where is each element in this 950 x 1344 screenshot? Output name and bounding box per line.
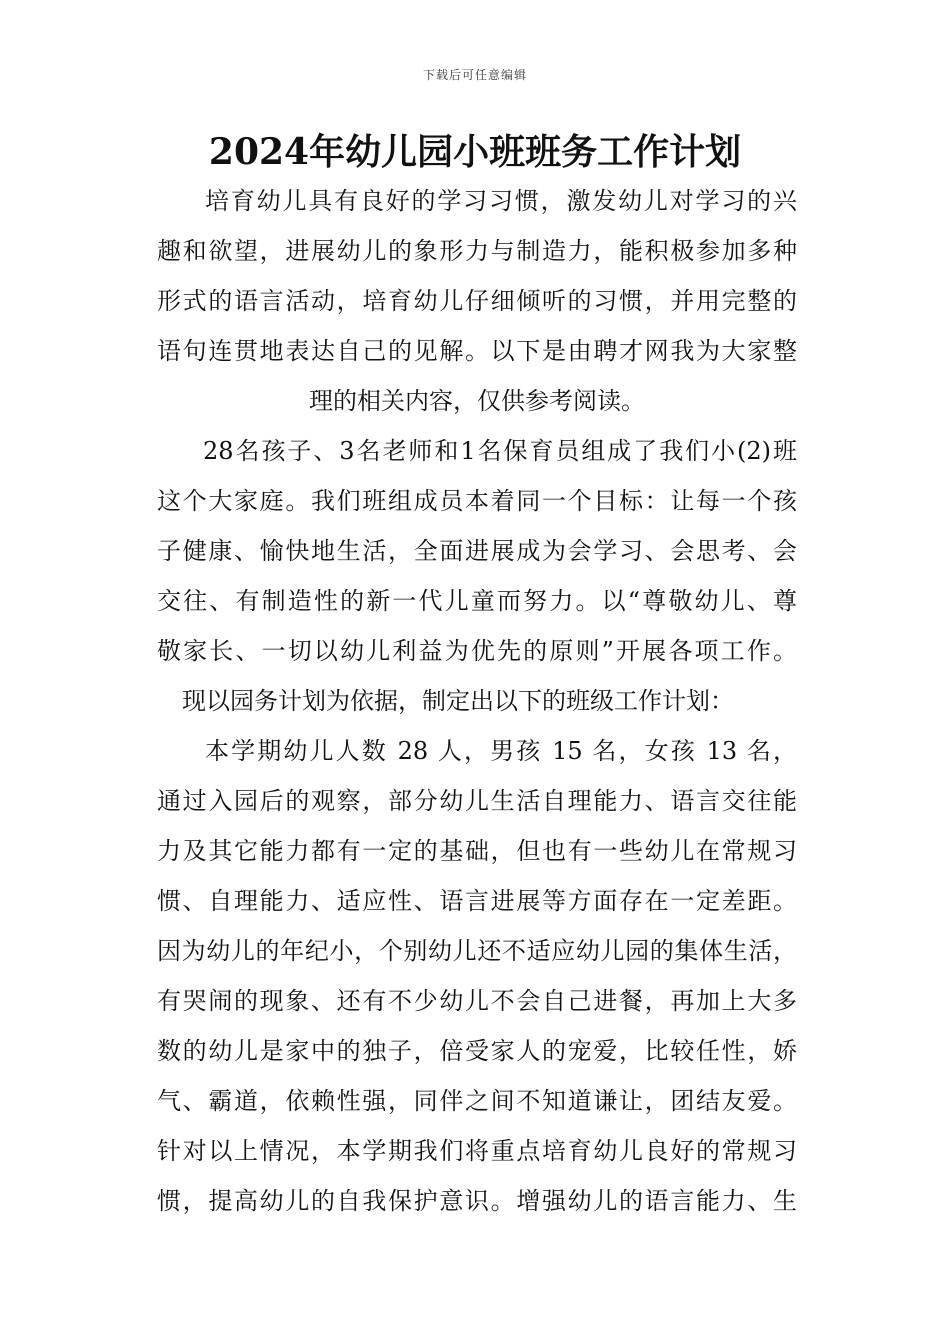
paragraph-line: 形式的语言活动，培育幼儿仔细倾听的习惯，并用完整的	[157, 287, 797, 315]
paragraph-line: 气、霸道，依赖性强，同伴之间不知道谦让，团结友爱。	[157, 1087, 797, 1115]
paragraph-line: 本学期幼儿人数 28 人，男孩 15 名，女孩 13 名，	[205, 737, 797, 765]
paragraph-line: 通过入园后的观察，部分幼儿生活自理能力、语言交往能	[157, 787, 797, 815]
paragraph-line: 有哭闹的现象、还有不少幼儿不会自己进餐，再加上大多	[157, 987, 797, 1015]
paragraph-line: 力及其它能力都有一定的基础，但也有一些幼儿在常规习	[157, 837, 797, 865]
paragraph-line: 趣和欲望，进展幼儿的象形力与制造力，能积极参加多种	[157, 237, 797, 265]
header-note: 下载后可任意编辑	[422, 68, 527, 82]
document-body	[157, 176, 797, 1226]
paragraph-line: 敬家长、一切以幼儿利益为优先的原则”开展各项工作。	[157, 637, 797, 665]
paragraph-line: 数的幼儿是家中的独子，倍受家人的宠爱，比较任性，娇	[157, 1037, 797, 1065]
paragraph-line: 理的相关内容，仅供参考阅读。	[309, 387, 645, 415]
paragraph-line: 惯，提高幼儿的自我保护意识。增强幼儿的语言能力、生	[157, 1187, 797, 1215]
paragraph-line: 现以园务计划为依据，制定出以下的班级工作计划：	[182, 687, 734, 715]
paragraph-line: 这个大家庭。我们班组成员本着同一个目标：让每一个孩	[157, 487, 797, 515]
paragraph-line: 交往、有制造性的新一代儿童而努力。以“尊敬幼儿、尊	[157, 587, 797, 615]
paragraph-line: 语句连贯地表达自己的见解。以下是由聘才网我为大家整	[157, 337, 797, 365]
paragraph-line: 因为幼儿的年纪小，个别幼儿还不适应幼儿园的集体生活，	[157, 937, 797, 965]
paragraph-line: 培育幼儿具有良好的学习习惯，激发幼儿对学习的兴	[205, 187, 797, 215]
paragraph-line: 惯、自理能力、适应性、语言进展等方面存在一定差距。	[157, 887, 797, 915]
paragraph-line: 针对以上情况，本学期我们将重点培育幼儿良好的常规习	[157, 1137, 797, 1165]
page-title: 2024年幼儿园小班班务工作计划	[208, 131, 742, 173]
paragraph-line: 子健康、愉快地生活，全面进展成为会学习、会思考、会	[157, 537, 797, 565]
paragraph-line: 28名孩子、3名老师和1名保育员组成了我们小(2)班	[203, 437, 797, 465]
